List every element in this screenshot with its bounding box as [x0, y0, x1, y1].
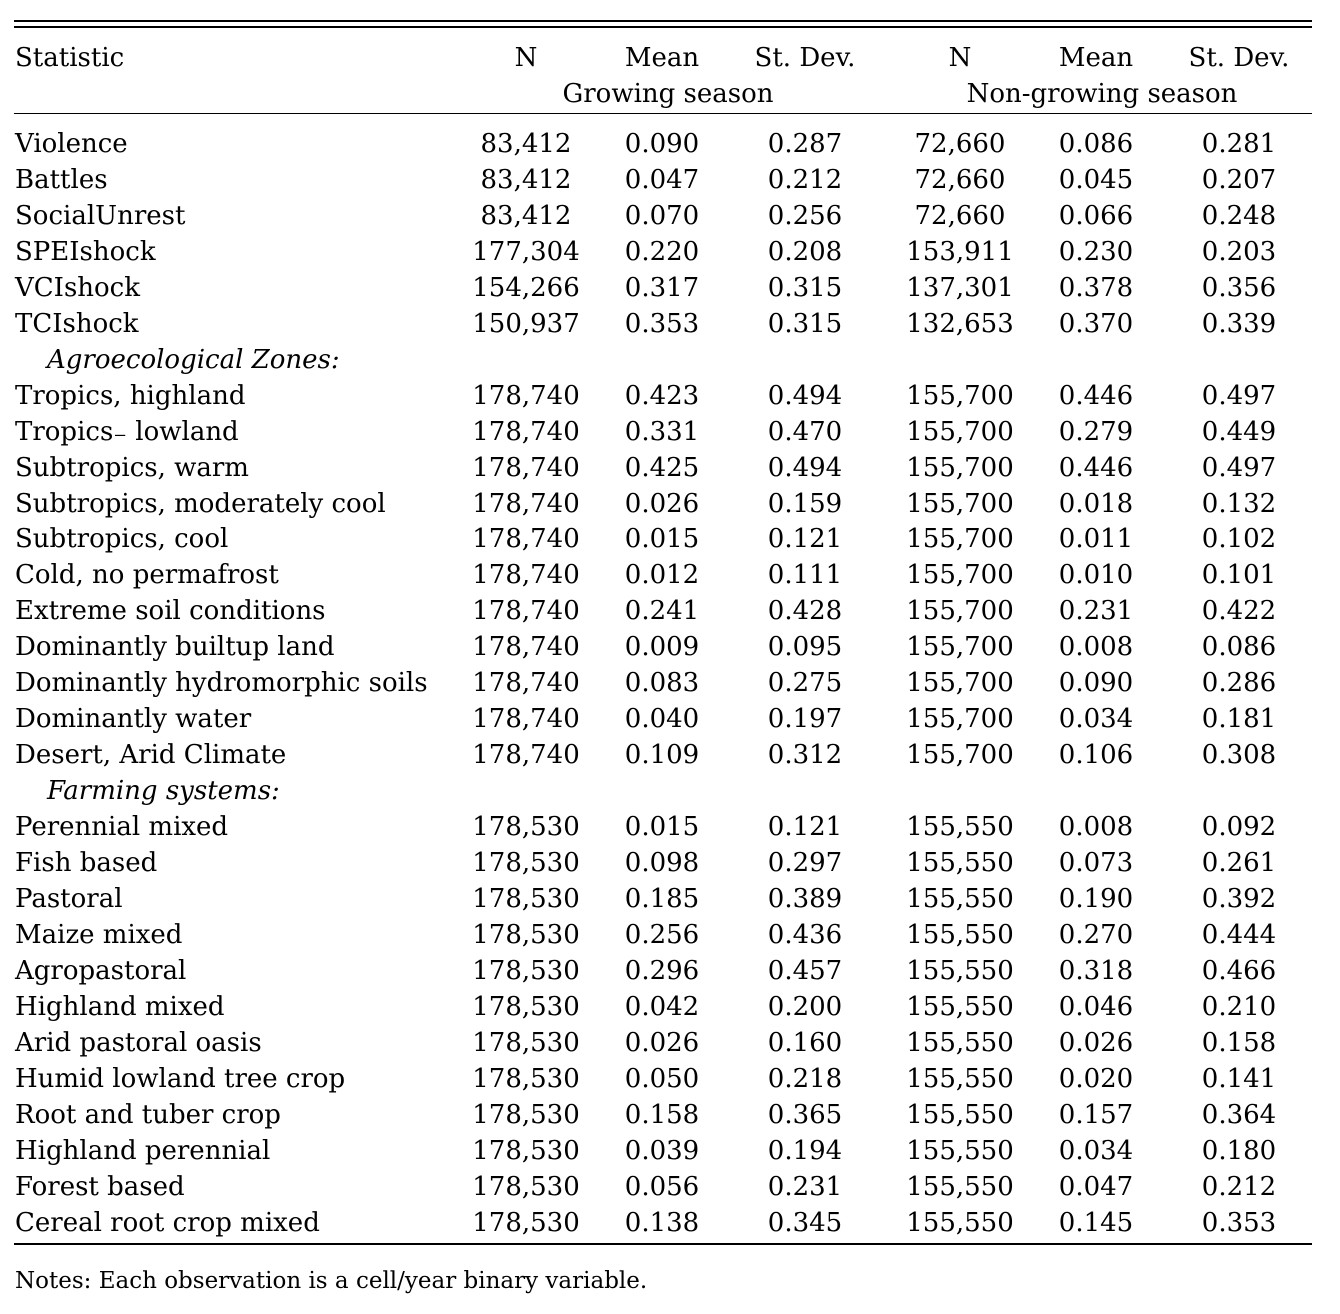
- table-cell: 0.423: [624, 380, 700, 411]
- table-cell: 0.070: [624, 200, 700, 231]
- table-cell: 0.090: [1058, 668, 1134, 699]
- table-cell: 0.197: [767, 704, 843, 735]
- table-cell: 178,740: [472, 596, 580, 627]
- table-cell: 0.422: [1201, 596, 1277, 627]
- table-row: [0, 306, 1340, 342]
- section-header-row: [0, 773, 1340, 809]
- table-cell: 0.015: [624, 524, 700, 555]
- header-rule: [14, 113, 1312, 114]
- table-row: [0, 989, 1340, 1025]
- table-cell: 0.190: [1058, 883, 1134, 914]
- table-cell: 178,530: [472, 955, 580, 986]
- table-cell: 0.281: [1201, 129, 1277, 159]
- table-cell: 72,660: [914, 129, 1006, 159]
- table-cell: 155,550: [906, 1027, 1014, 1058]
- table-cell: 0.026: [624, 1027, 700, 1058]
- table-cell: 178,740: [472, 704, 580, 735]
- group-header-row: [0, 76, 1340, 112]
- table-cell: 155,550: [906, 1207, 1014, 1238]
- row-label: SocialUnrest: [15, 200, 186, 231]
- table-row: [0, 414, 1340, 450]
- table-cell: 0.312: [767, 740, 843, 771]
- table-cell: 0.286: [1201, 668, 1277, 699]
- table-cell: 155,700: [906, 524, 1014, 555]
- row-label: Arid pastoral oasis: [15, 1027, 262, 1058]
- table-cell: 0.218: [767, 1063, 843, 1094]
- table-cell: 178,740: [472, 380, 580, 411]
- table-cell: 0.056: [624, 1171, 700, 1202]
- table-cell: 83,412: [480, 164, 572, 195]
- table-cell: 0.378: [1058, 272, 1134, 303]
- table-cell: 0.138: [624, 1207, 700, 1238]
- table-row: [0, 378, 1340, 414]
- table-cell: 155,700: [906, 560, 1014, 591]
- table-cell: 0.159: [767, 488, 843, 519]
- table-cell: 0.317: [624, 272, 700, 303]
- row-label: Forest based: [15, 1171, 185, 1202]
- table-cell: 0.212: [767, 164, 843, 195]
- table-cell: 0.392: [1201, 883, 1277, 914]
- table-cell: 0.106: [1058, 740, 1134, 771]
- table-cell: 0.353: [1201, 1207, 1277, 1238]
- table-cell: 0.256: [624, 919, 700, 950]
- table-cell: 0.270: [1058, 919, 1134, 950]
- row-label: Pastoral: [15, 883, 123, 914]
- table-cell: 0.158: [624, 1099, 700, 1130]
- row-label: TCIshock: [15, 308, 139, 339]
- table-cell: 0.241: [624, 596, 700, 627]
- table-cell: 0.073: [1058, 848, 1134, 878]
- table-row: [0, 198, 1340, 234]
- table-cell: 178,740: [472, 416, 580, 447]
- table-row: [0, 917, 1340, 953]
- table-cell: 0.141: [1201, 1063, 1277, 1094]
- table-row: [0, 1025, 1340, 1061]
- table-cell: 0.364: [1201, 1099, 1277, 1130]
- header-n-nongrowing: N: [948, 43, 972, 73]
- table-cell: 0.308: [1201, 740, 1277, 771]
- section-header-row: [0, 342, 1340, 378]
- table-cell: 178,530: [472, 991, 580, 1022]
- header-mean-nongrowing: Mean: [1058, 43, 1134, 73]
- row-label: Maize mixed: [15, 919, 183, 950]
- table-cell: 178,530: [472, 812, 580, 843]
- table-cell: 0.207: [1201, 164, 1277, 195]
- table-cell: 0.160: [767, 1027, 843, 1058]
- table-cell: 0.050: [624, 1063, 700, 1094]
- table-cell: 83,412: [480, 200, 572, 231]
- table-cell: 178,530: [472, 1063, 580, 1094]
- row-label: Violence: [15, 129, 128, 159]
- table-cell: 178,530: [472, 848, 580, 878]
- row-label: Dominantly water: [15, 704, 252, 735]
- table-cell: 0.389: [767, 883, 843, 914]
- table-cell: 178,740: [472, 560, 580, 591]
- column-header-row: [0, 40, 1340, 76]
- table-cell: 0.034: [1058, 1135, 1134, 1166]
- table-cell: 178,740: [472, 632, 580, 663]
- table-cell: 0.446: [1058, 380, 1134, 411]
- table-row: [0, 953, 1340, 989]
- table-cell: 178,740: [472, 452, 580, 483]
- table-cell: 0.318: [1058, 955, 1134, 986]
- top-rule-inner: [14, 26, 1312, 28]
- table-cell: 0.066: [1058, 200, 1134, 231]
- row-label: Subtropics, cool: [15, 524, 229, 555]
- table-cell: 0.101: [1201, 560, 1277, 591]
- table-cell: 178,530: [472, 1027, 580, 1058]
- table-row: [0, 845, 1340, 881]
- table-cell: 0.296: [624, 955, 700, 986]
- table-cell: 155,550: [906, 919, 1014, 950]
- table-cell: 155,550: [906, 1171, 1014, 1202]
- table-cell: 137,301: [906, 272, 1014, 303]
- table-cell: 0.015: [624, 812, 700, 843]
- table-cell: 0.040: [624, 704, 700, 735]
- row-label: VCIshock: [15, 272, 140, 303]
- table-cell: 0.020: [1058, 1063, 1134, 1094]
- table-cell: 0.365: [767, 1099, 843, 1130]
- table-cell: 0.497: [1201, 380, 1277, 411]
- table-cell: 0.212: [1201, 1171, 1277, 1202]
- table-row: [0, 1205, 1340, 1241]
- table-cell: 0.086: [1201, 632, 1277, 663]
- table-cell: 178,530: [472, 919, 580, 950]
- table-row: [0, 629, 1340, 665]
- row-label: Highland mixed: [15, 991, 225, 1022]
- table-notes: Notes: Each observation is a cell/year binary variable.: [15, 1268, 648, 1294]
- table-cell: 0.356: [1201, 272, 1277, 303]
- table-cell: 0.180: [1201, 1135, 1277, 1166]
- table-cell: 0.470: [767, 416, 843, 447]
- table-cell: 0.047: [624, 164, 700, 195]
- table-cell: 155,550: [906, 848, 1014, 878]
- row-label: SPEIshock: [15, 236, 156, 267]
- table-cell: 178,530: [472, 1135, 580, 1166]
- table-row: [0, 234, 1340, 270]
- table-cell: 155,700: [906, 740, 1014, 771]
- table-cell: 0.449: [1201, 416, 1277, 447]
- row-label: Cereal root crop mixed: [15, 1207, 320, 1238]
- table-row: [0, 126, 1340, 162]
- table-cell: 0.494: [767, 452, 843, 483]
- row-label: Subtropics, warm: [15, 452, 249, 483]
- table-cell: 178,530: [472, 1207, 580, 1238]
- table-cell: 155,550: [906, 1099, 1014, 1130]
- header-sd-growing: St. Dev.: [754, 43, 856, 73]
- table-cell: 155,550: [906, 812, 1014, 843]
- table-cell: 0.145: [1058, 1207, 1134, 1238]
- header-statistic: Statistic: [15, 43, 125, 73]
- table-cell: 0.230: [1058, 236, 1134, 267]
- table-cell: 0.203: [1201, 236, 1277, 267]
- table-cell: 0.331: [624, 416, 700, 447]
- table-cell: 0.011: [1058, 524, 1134, 555]
- table-cell: 178,740: [472, 488, 580, 519]
- table-cell: 0.047: [1058, 1171, 1134, 1202]
- table-cell: 0.026: [624, 488, 700, 519]
- table-cell: 153,911: [906, 236, 1014, 267]
- table-cell: 0.086: [1058, 129, 1134, 159]
- row-label: Root and tuber crop: [15, 1099, 281, 1130]
- table-cell: 155,700: [906, 380, 1014, 411]
- table-cell: 0.353: [624, 308, 700, 339]
- table-row: [0, 270, 1340, 306]
- table-cell: 155,700: [906, 632, 1014, 663]
- table-cell: 0.008: [1058, 812, 1134, 843]
- table-cell: 0.315: [767, 308, 843, 339]
- bottom-rule: [14, 1243, 1312, 1245]
- table-row: [0, 1061, 1340, 1097]
- table-cell: 0.275: [767, 668, 843, 699]
- header-mean-growing: Mean: [624, 43, 700, 73]
- table-cell: 0.428: [767, 596, 843, 627]
- table-row: [0, 809, 1340, 845]
- table-cell: 0.279: [1058, 416, 1134, 447]
- table-cell: 178,740: [472, 524, 580, 555]
- table-cell: 0.287: [767, 129, 843, 159]
- table-cell: 0.158: [1201, 1027, 1277, 1058]
- table-cell: 0.111: [767, 560, 843, 591]
- table-cell: 0.008: [1058, 632, 1134, 663]
- table-cell: 0.297: [767, 848, 843, 878]
- table-cell: 0.425: [624, 452, 700, 483]
- table-cell: 178,530: [472, 1099, 580, 1130]
- table-cell: 0.444: [1201, 919, 1277, 950]
- top-rule: [14, 20, 1312, 22]
- row-label: Desert, Arid Climate: [15, 740, 287, 771]
- table-cell: 0.109: [624, 740, 700, 771]
- section-label: Agroecological Zones:: [47, 344, 340, 375]
- table-cell: 0.208: [767, 236, 843, 267]
- table-cell: 154,266: [472, 272, 580, 303]
- table-cell: 155,700: [906, 704, 1014, 735]
- table-cell: 0.345: [767, 1207, 843, 1238]
- table-cell: 0.220: [624, 236, 700, 267]
- table-cell: 0.436: [767, 919, 843, 950]
- table-row: [0, 665, 1340, 701]
- row-label: Humid lowland tree crop: [15, 1063, 346, 1094]
- table-cell: 0.261: [1201, 848, 1277, 878]
- table-cell: 0.018: [1058, 488, 1134, 519]
- table-cell: 155,700: [906, 668, 1014, 699]
- table-cell: 178,530: [472, 883, 580, 914]
- table-cell: 177,304: [472, 236, 580, 267]
- table-cell: 0.102: [1201, 524, 1277, 555]
- table-cell: 132,653: [906, 308, 1014, 339]
- table-cell: 0.497: [1201, 452, 1277, 483]
- table-cell: 0.090: [624, 129, 700, 159]
- table-cell: 155,700: [906, 416, 1014, 447]
- row-label: Dominantly hydromorphic soils: [15, 668, 428, 699]
- row-label: Dominantly builtup land: [15, 632, 335, 663]
- table-cell: 0.042: [624, 991, 700, 1022]
- table-cell: 0.194: [767, 1135, 843, 1166]
- table-cell: 0.210: [1201, 991, 1277, 1022]
- table-cell: 0.339: [1201, 308, 1277, 339]
- table-cell: 155,700: [906, 488, 1014, 519]
- table-row: [0, 557, 1340, 593]
- table-cell: 0.446: [1058, 452, 1134, 483]
- table-row: [0, 701, 1340, 737]
- table-cell: 83,412: [480, 129, 572, 159]
- table-row: [0, 1133, 1340, 1169]
- row-label: Perennial mixed: [15, 812, 229, 843]
- table-cell: 155,550: [906, 1135, 1014, 1166]
- table-cell: 155,550: [906, 955, 1014, 986]
- table-cell: 0.010: [1058, 560, 1134, 591]
- table-cell: 155,700: [906, 596, 1014, 627]
- table-cell: 0.200: [767, 991, 843, 1022]
- header-sd-nongrowing: St. Dev.: [1188, 43, 1290, 73]
- row-label: Cold, no permafrost: [15, 560, 279, 591]
- table-cell: 0.009: [624, 632, 700, 663]
- table-cell: 0.092: [1201, 812, 1277, 843]
- row-label: Agropastoral: [15, 955, 187, 986]
- table-cell: 0.370: [1058, 308, 1134, 339]
- row-label: Extreme soil conditions: [15, 596, 326, 627]
- table-cell: 0.026: [1058, 1027, 1134, 1058]
- table-row: [0, 486, 1340, 522]
- table-row: [0, 450, 1340, 486]
- group-growing-season: Growing season: [562, 79, 774, 109]
- row-label: Highland perennial: [15, 1135, 271, 1166]
- table-cell: 178,530: [472, 1171, 580, 1202]
- table-cell: 72,660: [914, 200, 1006, 231]
- table-cell: 0.121: [767, 812, 843, 843]
- section-label: Farming systems:: [47, 776, 280, 807]
- table-row: [0, 521, 1340, 557]
- row-label: Subtropics, moderately cool: [15, 488, 386, 519]
- table-row: [0, 593, 1340, 629]
- table-row: [0, 737, 1340, 773]
- table-cell: 155,550: [906, 883, 1014, 914]
- row-label: Fish based: [15, 848, 158, 878]
- table-cell: 0.012: [624, 560, 700, 591]
- row-label: Tropics₋ lowland: [15, 416, 239, 447]
- table-cell: 0.231: [1058, 596, 1134, 627]
- table-cell: 0.121: [767, 524, 843, 555]
- table-cell: 0.256: [767, 200, 843, 231]
- table-row: [0, 162, 1340, 198]
- table-cell: 155,550: [906, 991, 1014, 1022]
- table-cell: 0.046: [1058, 991, 1134, 1022]
- table-cell: 0.181: [1201, 704, 1277, 735]
- row-label: Tropics, highland: [15, 380, 246, 411]
- table-row: [0, 1169, 1340, 1205]
- header-n-growing: N: [514, 43, 538, 73]
- table-row: [0, 881, 1340, 917]
- table-cell: 0.457: [767, 955, 843, 986]
- table-cell: 0.045: [1058, 164, 1134, 195]
- table-cell: 0.315: [767, 272, 843, 303]
- table-cell: 0.494: [767, 380, 843, 411]
- table-cell: 0.157: [1058, 1099, 1134, 1130]
- table-cell: 0.466: [1201, 955, 1277, 986]
- group-nongrowing-season: Non-growing season: [966, 79, 1238, 109]
- table-cell: 0.231: [767, 1171, 843, 1202]
- table-cell: 0.095: [767, 632, 843, 663]
- table-cell: 0.185: [624, 883, 700, 914]
- table-cell: 150,937: [472, 308, 580, 339]
- table-cell: 178,740: [472, 740, 580, 771]
- table-cell: 0.248: [1201, 200, 1277, 231]
- table-cell: 0.098: [624, 848, 700, 878]
- table-cell: 155,700: [906, 452, 1014, 483]
- table-cell: 72,660: [914, 164, 1006, 195]
- table-cell: 0.039: [624, 1135, 700, 1166]
- table-cell: 155,550: [906, 1063, 1014, 1094]
- table-cell: 0.083: [624, 668, 700, 699]
- table-cell: 0.034: [1058, 704, 1134, 735]
- table-cell: 178,740: [472, 668, 580, 699]
- table-cell: 0.132: [1201, 488, 1277, 519]
- table-row: [0, 1097, 1340, 1133]
- row-label: Battles: [15, 164, 108, 195]
